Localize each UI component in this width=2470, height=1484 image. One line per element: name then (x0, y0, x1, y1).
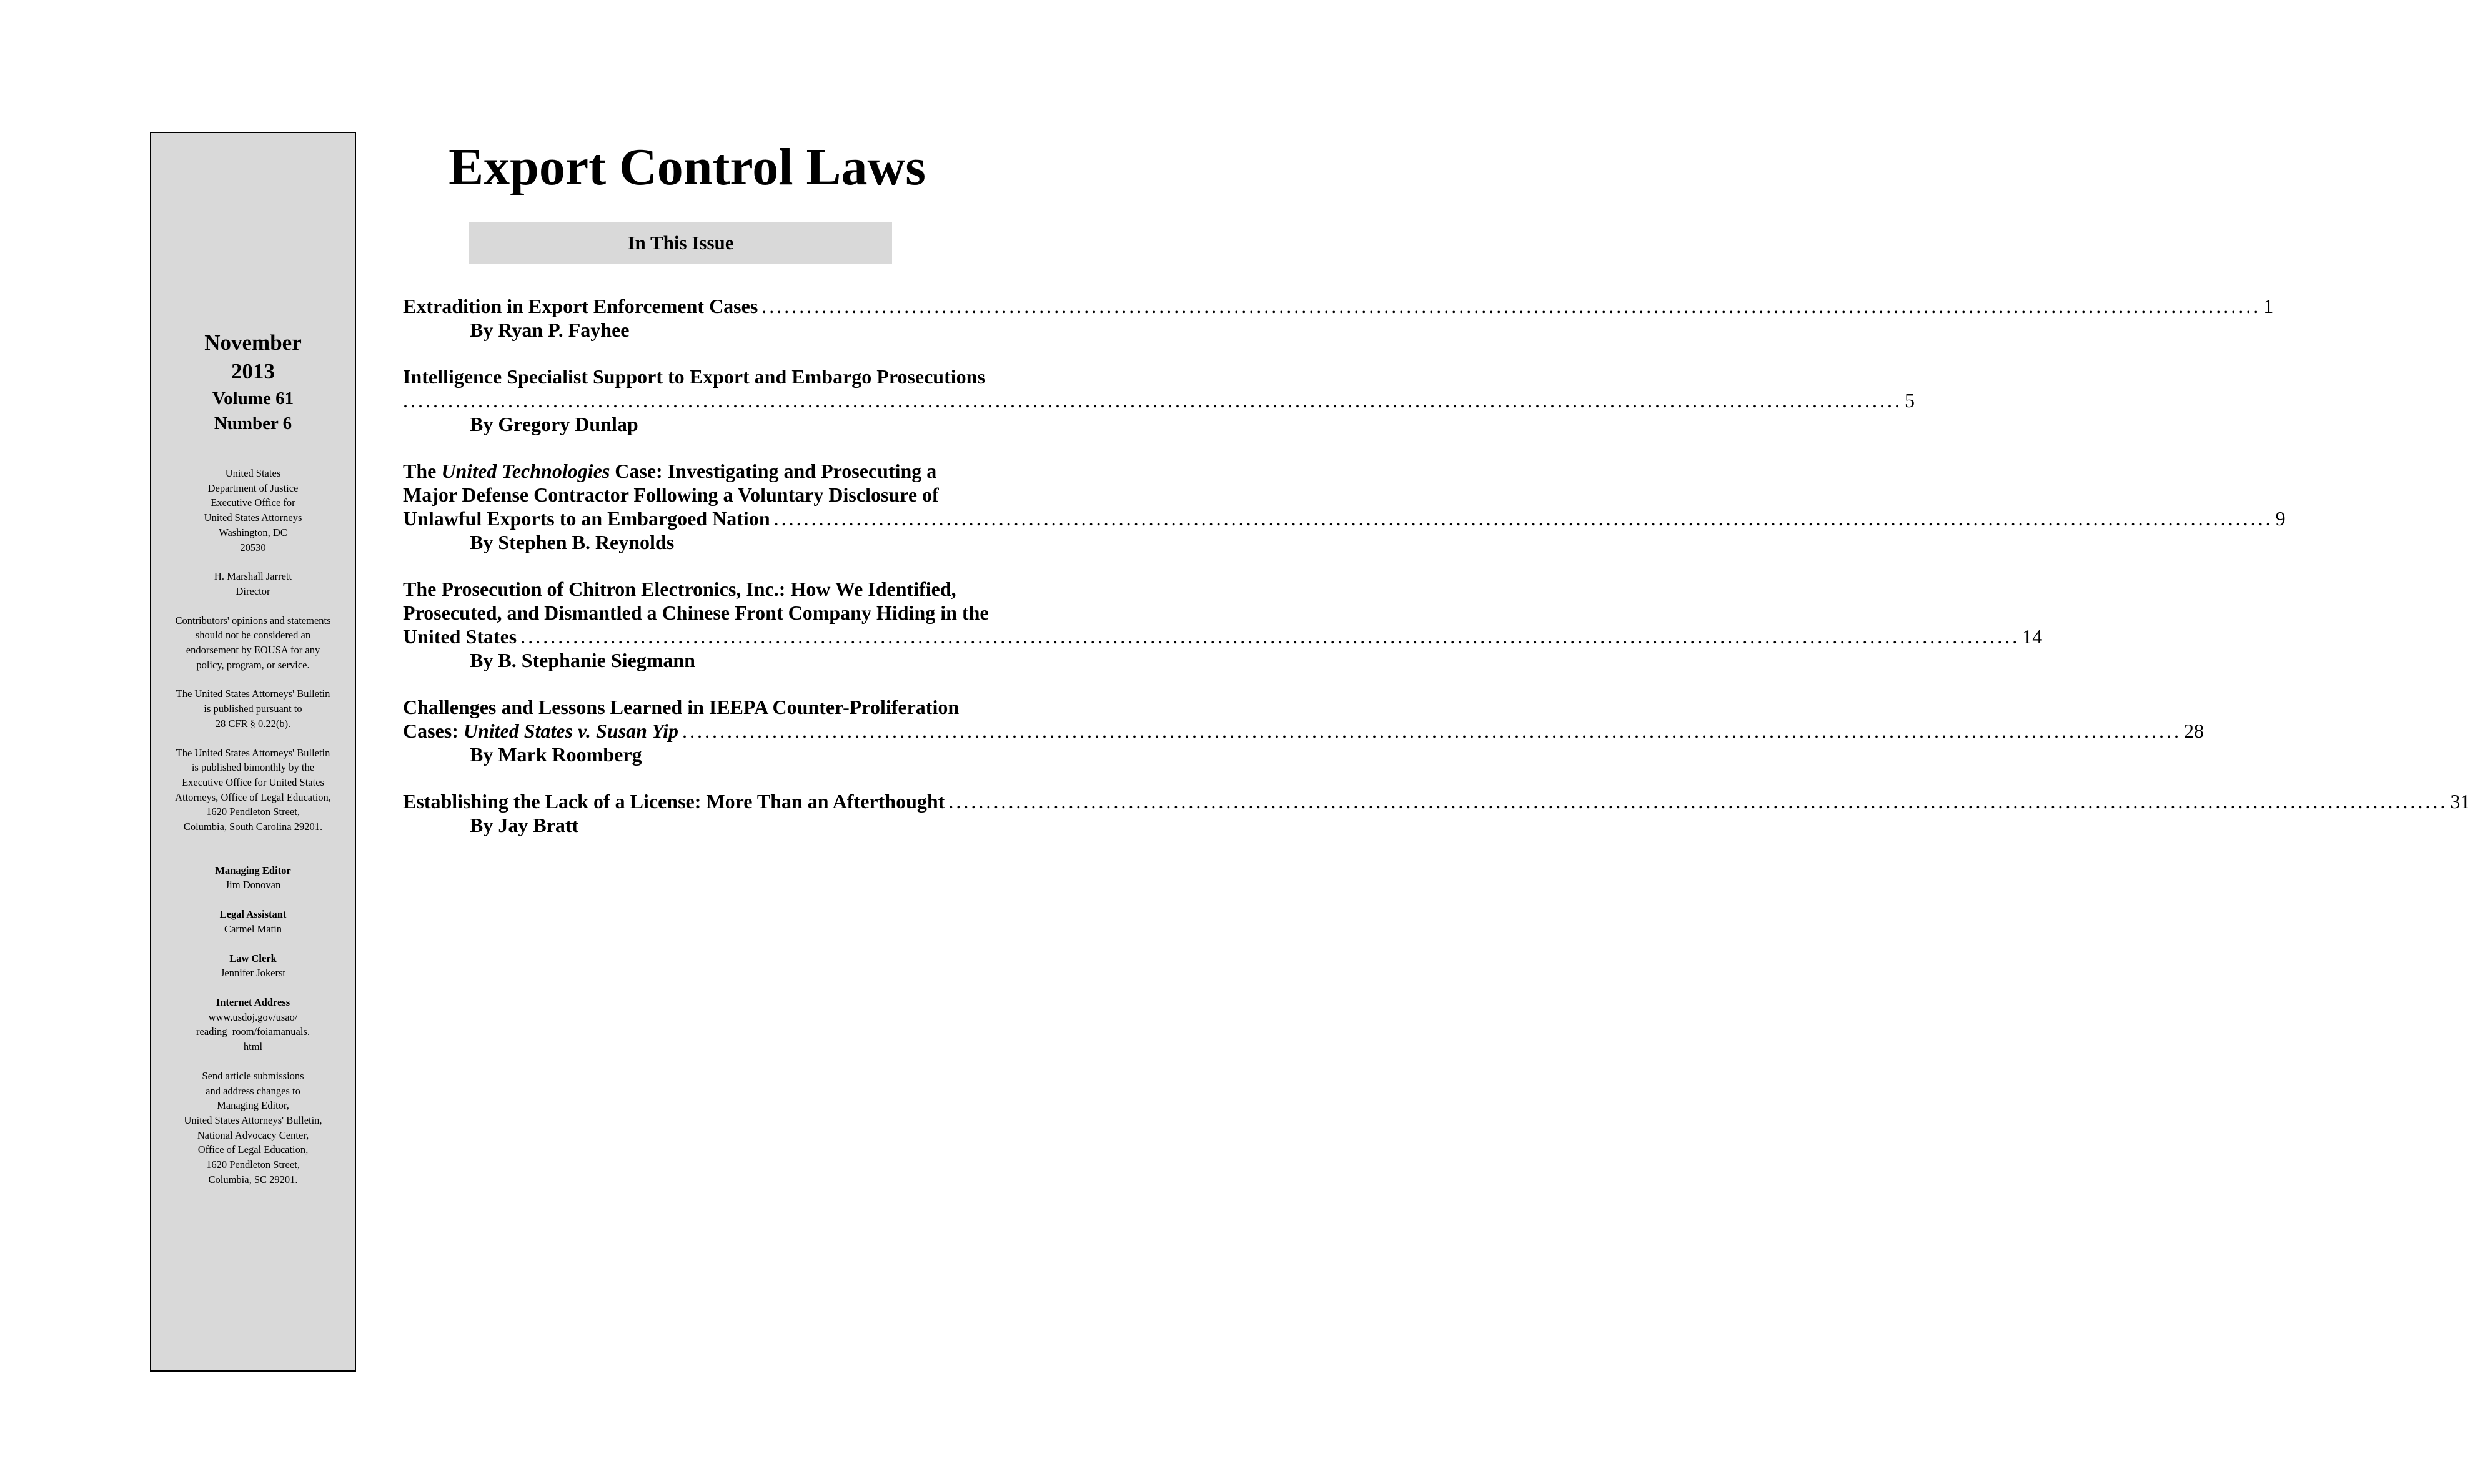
department-line: United States (225, 467, 281, 479)
submissions-line: Send article submissions (202, 1069, 304, 1082)
publication-line: Executive Office for United States (182, 776, 324, 788)
internet-address-label: Internet Address (216, 996, 290, 1008)
publication-line: Attorneys, Office of Legal Education, (175, 791, 331, 803)
toc-page-number: 14 (2022, 625, 2043, 648)
toc-title-italic: United Technologies (441, 460, 610, 482)
toc-entry[interactable] (403, 695, 2204, 766)
toc-title-italic: United States v. Susan Yip (463, 720, 678, 742)
toc-entry[interactable] (403, 294, 2274, 342)
disclaimer-line: policy, program, or service. (196, 658, 310, 671)
toc-author: By Gregory Dunlap (470, 413, 638, 435)
department-line: United States Attorneys (204, 512, 302, 524)
toc-page-number: 28 (2183, 720, 2204, 742)
toc-leader-dots: ........................................................................................................................................................................................................ (403, 389, 1902, 412)
issue-volume: Volume 61 (212, 388, 294, 408)
issue-year: 2013 (231, 359, 275, 383)
toc-leader-dots: ........................................................................................................................................................................................................ (682, 720, 2181, 742)
toc-leader-dots: ........................................................................................................................................................................................................ (773, 507, 2273, 530)
toc-title-line[interactable] (403, 459, 1009, 483)
toc-author: By Stephen B. Reynolds (470, 531, 675, 553)
toc-title-line[interactable] (403, 601, 1009, 625)
publication-block (151, 746, 355, 834)
toc-title-text: United States (403, 625, 517, 648)
toc-title-text: Major Defense Contractor Following a Voluntary Disclosure of (403, 483, 939, 506)
staff-name: Jennifer Jokerst (220, 967, 285, 979)
director-title: Director (236, 585, 270, 597)
toc-page-number: 5 (1905, 389, 1915, 412)
department-address (151, 466, 355, 555)
publication-line: 1620 Pendleton Street, (206, 806, 300, 818)
staff-legal-assistant (151, 907, 355, 936)
toc-title-segment: Case: Investigating and Prosecuting a (610, 460, 937, 482)
toc-title-text: Intelligence Specialist Support to Export and Embargo Prosecutions (403, 365, 985, 388)
internet-address-line[interactable]: html (243, 1041, 263, 1053)
page-title: Export Control Laws (449, 138, 926, 196)
issue-info (151, 329, 355, 436)
toc-page-number: 31 (2450, 790, 2470, 813)
toc-author: By Mark Roomberg (470, 743, 642, 766)
toc-title-text: Challenges and Lessons Learned in IEEPA Counter-Proliferation (403, 696, 960, 718)
disclaimer-line: should not be considered an (195, 629, 311, 641)
department-line: Executive Office for (211, 497, 295, 509)
submissions-line: Columbia, SC 29201. (208, 1173, 298, 1185)
staff-role: Legal Assistant (219, 908, 287, 921)
toc-title-text: Extradition in Export Enforcement Cases (403, 295, 758, 317)
authority-line: is published pursuant to (204, 703, 302, 715)
toc-title-line[interactable] (403, 625, 2043, 648)
toc-title-text (403, 460, 936, 482)
department-line: Washington, DC (219, 526, 287, 538)
internet-address-block (151, 995, 355, 1054)
department-line: Department of Justice (207, 482, 299, 494)
authority-line: The United States Attorneys' Bulletin (176, 688, 330, 700)
toc-title-text: The Prosecution of Chitron Electronics, Inc.: How We Identified, (403, 578, 956, 600)
internet-address-line[interactable]: www.usdoj.gov/usao/ (208, 1011, 298, 1023)
toc-title-line[interactable] (403, 294, 2274, 318)
publication-line: Columbia, South Carolina 29201. (183, 821, 323, 833)
disclaimer-line: endorsement by EOUSA for any (186, 644, 320, 656)
toc-page-number: 9 (2275, 507, 2286, 530)
toc-entry[interactable] (403, 365, 1915, 436)
issue-month: November (204, 330, 302, 355)
disclaimer-line: Contributors' opinions and statements (175, 614, 331, 626)
toc-title-line[interactable] (403, 483, 1009, 507)
toc-leader-dots: ........................................................................................................................................................................................................ (520, 625, 2020, 648)
sidebar-panel (150, 132, 356, 1372)
submissions-block (151, 1069, 355, 1187)
toc-title-line[interactable] (403, 507, 2286, 530)
in-this-issue-banner: In This Issue (469, 222, 892, 264)
submissions-line: Office of Legal Education, (197, 1144, 309, 1156)
director-name: H. Marshall Jarrett (214, 570, 292, 583)
toc-title-text: Prosecuted, and Dismantled a Chinese Front Company Hiding in the (403, 601, 989, 624)
publication-line: is published bimonthly by the (191, 761, 315, 774)
submissions-line: National Advocacy Center, (197, 1129, 309, 1141)
submissions-line: and address changes to (206, 1084, 300, 1097)
toc-entry[interactable] (403, 789, 2470, 837)
toc-author: By Jay Bratt (470, 814, 579, 836)
toc-title-line[interactable] (403, 365, 1009, 388)
toc-author: By Ryan P. Fayhee (470, 319, 630, 341)
toc-entry[interactable] (403, 459, 2286, 554)
submissions-line: United States Attorneys' Bulletin, (184, 1114, 322, 1126)
toc-title-segment: The (403, 460, 442, 482)
staff-role: Law Clerk (229, 952, 277, 964)
toc-title-text: Unlawful Exports to an Embargoed Nation (403, 507, 770, 530)
toc-leader-dots: ........................................................................................................................................................................................................ (761, 295, 2261, 317)
department-line: 20530 (240, 541, 266, 553)
toc-title-line[interactable] (403, 388, 1915, 412)
staff-managing-editor (151, 863, 355, 893)
toc-title-line[interactable] (403, 789, 2470, 813)
toc-leader-dots: ........................................................................................................................................................................................................ (948, 790, 2448, 813)
table-of-contents (403, 294, 2470, 860)
issue-number: Number 6 (214, 413, 292, 433)
staff-law-clerk (151, 951, 355, 981)
authority-block (151, 686, 355, 731)
submissions-line: Managing Editor, (217, 1099, 289, 1112)
toc-title-line[interactable] (403, 577, 1009, 601)
toc-page-number: 1 (2263, 295, 2274, 317)
toc-author: By B. Stephanie Siegmann (470, 649, 695, 671)
staff-name: Carmel Matin (224, 923, 282, 935)
toc-entry[interactable] (403, 577, 2043, 672)
submissions-line: 1620 Pendleton Street, (206, 1159, 300, 1171)
publication-line: The United States Attorneys' Bulletin (176, 746, 330, 759)
toc-title-text (403, 719, 678, 743)
toc-title-line[interactable] (403, 695, 1009, 719)
director-block (151, 569, 355, 598)
toc-title-text: Establishing the Lack of a License: More Than an Afterthought (403, 790, 945, 813)
toc-title-line[interactable] (403, 719, 2204, 743)
staff-role: Managing Editor (215, 864, 291, 876)
staff-name: Jim Donovan (225, 879, 281, 891)
internet-address-line[interactable]: reading_room/foiamanuals. (196, 1026, 310, 1038)
disclaimer-block (151, 613, 355, 673)
toc-title-segment: Cases: (403, 720, 464, 742)
authority-line: 28 CFR § 0.22(b). (215, 717, 291, 730)
